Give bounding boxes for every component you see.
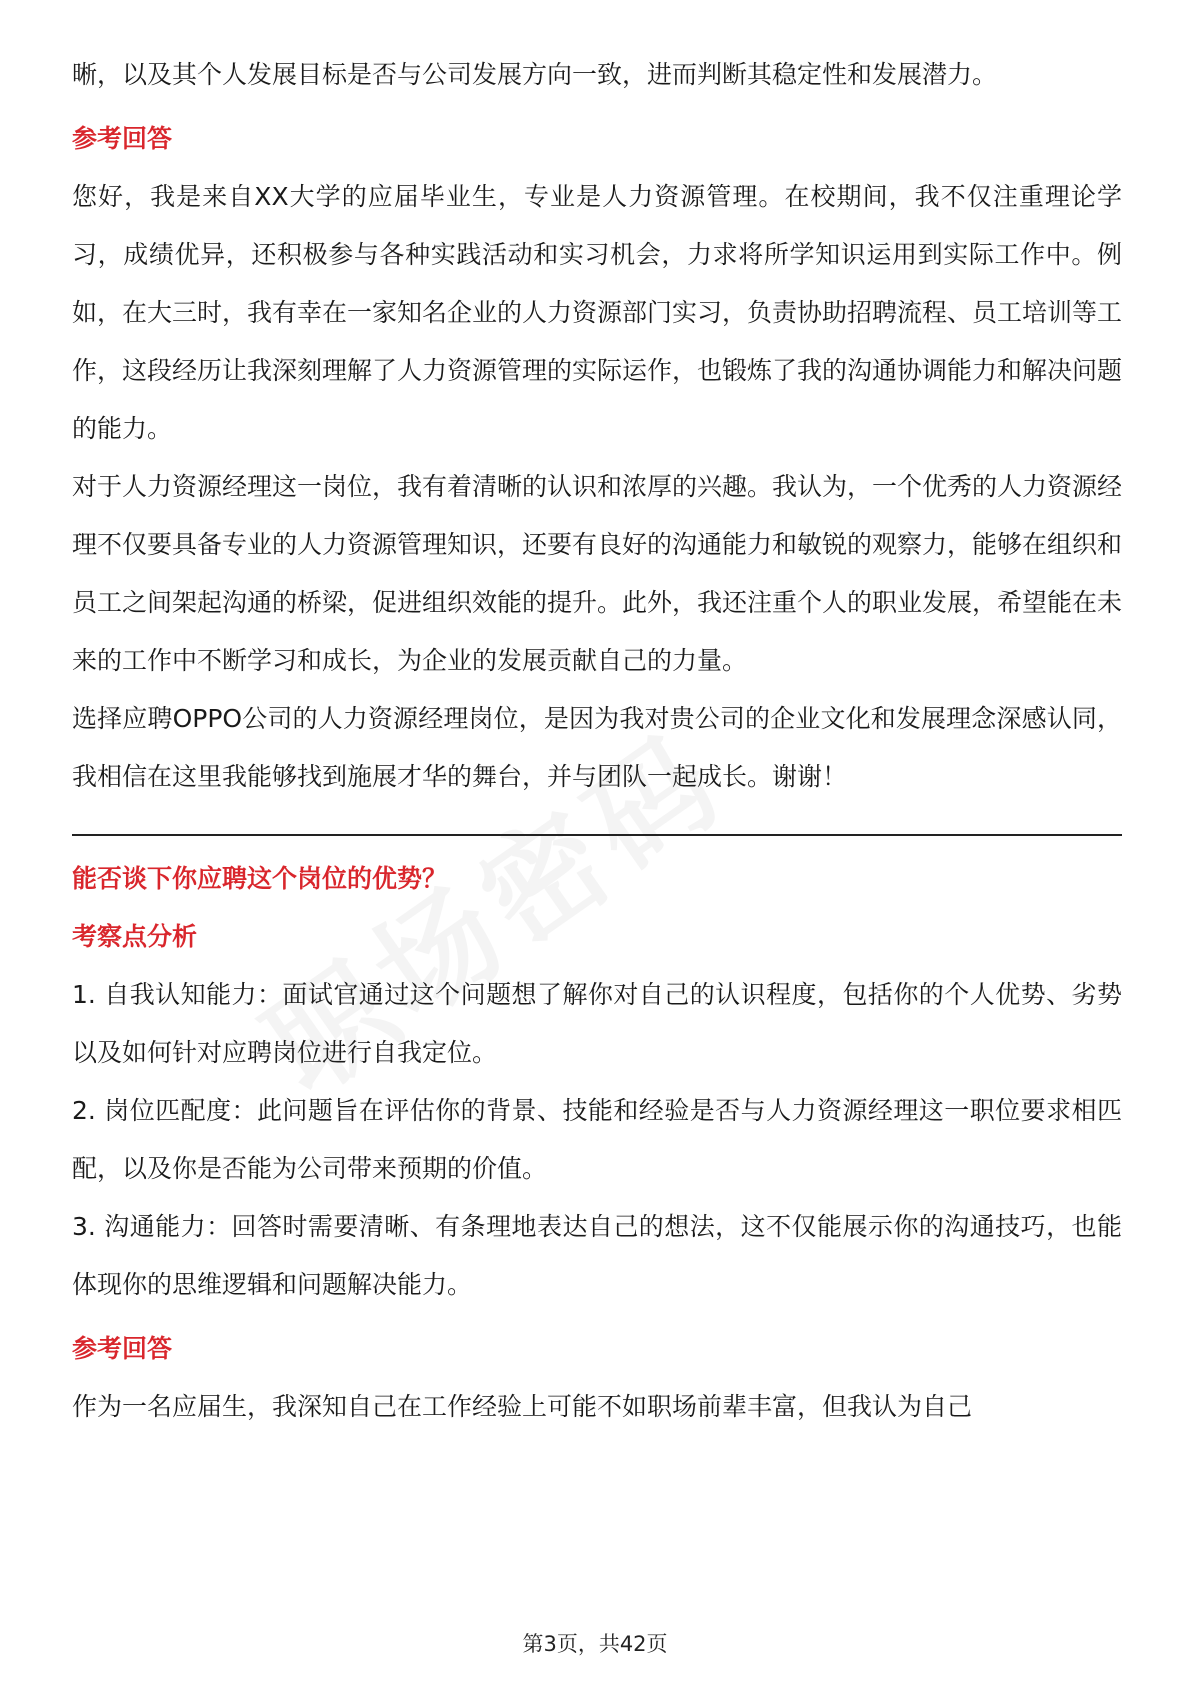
answer-paragraph-3: 选择应聘OPPO公司的人力资源经理岗位，是因为我对贵公司的企业文化和发展理念深感认同，我相信在这里我能够找到施展才华的舞台，并与团队一起成长。谢谢！ [72, 704, 1122, 791]
analysis-point-1: 1. 自我认知能力：面试官通过这个问题想了解你对自己的认识程度，包括你的个人优势、劣势以及如何针对应聘岗位进行自我定位。 [72, 980, 1122, 1067]
answer-start-paragraph: 作为一名应届生，我深知自己在工作经验上可能不如职场前辈丰富，但我认为自己 [72, 1392, 973, 1421]
document-page [72, 46, 1122, 1436]
top-paragraph: 晰，以及其个人发展目标是否与公司发展方向一致，进而判断其稳定性和发展潜力。 [72, 60, 998, 89]
section-divider [72, 834, 1122, 836]
page-footer: 第3页，共42页 [522, 1632, 668, 1656]
analysis-heading: 考察点分析 [72, 922, 198, 951]
answer-paragraph-1: 您好，我是来自XX大学的应届毕业生，专业是人力资源管理。在校期间，我不仅注重理论学习，成绩优异，还积极参与各种实践活动和实习机会，力求将所学知识运用到实际工作中。例如，在大三时，我有幸在一家知名企业的人力资源部门实习，负责协助招聘流程、员工培训等工作，这段经历让我深刻理解了人力资源管理的实际运作，也锻炼了我的沟通协调能力和解决问题的能力。 [72, 182, 1123, 443]
reference-answer-heading-2: 参考回答 [72, 1334, 173, 1363]
question-heading: 能否谈下你应聘这个岗位的优势？ [72, 864, 448, 893]
reference-answer-heading-1: 参考回答 [72, 124, 173, 153]
answer-paragraph-2: 对于人力资源经理这一岗位，我有着清晰的认识和浓厚的兴趣。我认为，一个优秀的人力资源经理不仅要具备专业的人力资源管理知识，还要有良好的沟通能力和敏锐的观察力，能够在组织和员工之间架起沟通的桥梁，促进组织效能的提升。此外，我还注重个人的职业发展，希望能在未来的工作中不断学习和成长，为企业的发展贡献自己的力量。 [72, 472, 1123, 675]
analysis-point-3: 3. 沟通能力：回答时需要清晰、有条理地表达自己的想法，这不仅能展示你的沟通技巧，也能体现你的思维逻辑和问题解决能力。 [72, 1212, 1122, 1299]
analysis-point-2: 2. 岗位匹配度：此问题旨在评估你的背景、技能和经验是否与人力资源经理这一职位要求相匹配，以及你是否能为公司带来预期的价值。 [72, 1096, 1122, 1183]
